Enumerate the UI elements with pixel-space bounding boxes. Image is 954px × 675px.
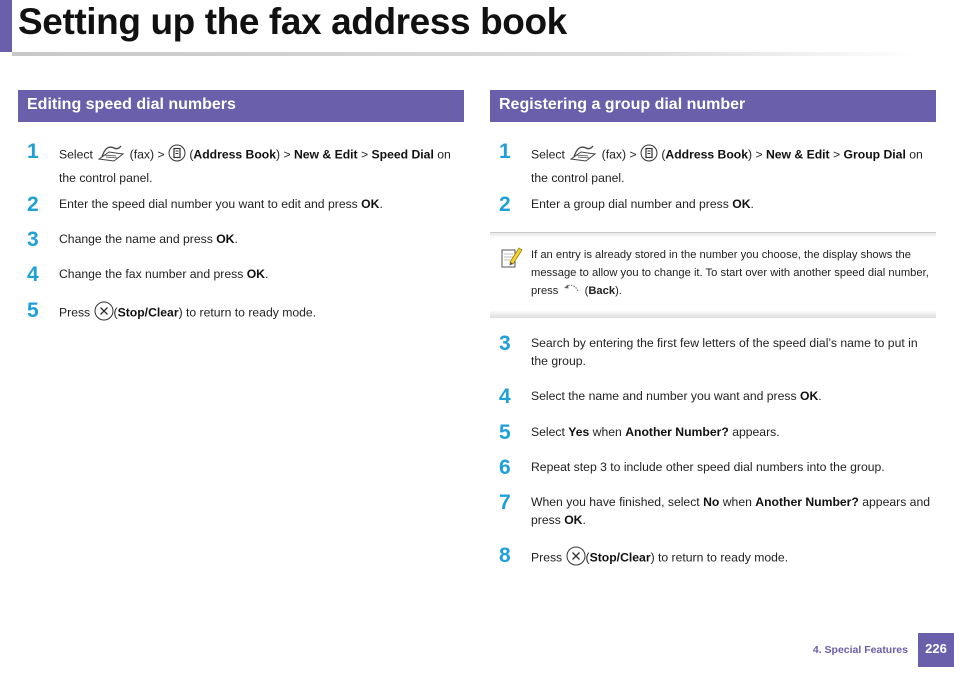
step-text-part: .	[818, 389, 822, 403]
step-text-part: (fax) >	[129, 147, 165, 162]
step-text	[59, 265, 464, 283]
step-text: Search by entering the first few letters of the speed dial’s name to put in the group.	[531, 336, 918, 368]
note-bottom-band	[490, 310, 936, 318]
key-ok: OK	[246, 267, 265, 281]
step-text-part: appears.	[732, 425, 780, 439]
step-number: 2	[27, 193, 39, 216]
title-rule	[12, 52, 917, 56]
step-text-part: >	[361, 147, 369, 162]
key-stop-clear: Stop/Clear	[117, 305, 179, 320]
step-text	[531, 142, 936, 187]
step-text-part: Change the fax number and press	[59, 267, 244, 281]
step-text-part: on the control panel.	[59, 147, 451, 185]
step-text-part: ) to return to ready mode.	[178, 305, 317, 320]
menu-address-book: Address Book	[193, 147, 277, 162]
step-text-part: Enter a group dial number and press	[531, 197, 729, 211]
step-text-part: (	[661, 147, 666, 162]
step-text-part: Enter the speed dial number you want to edit and press	[59, 197, 358, 211]
step-text-part: Select	[531, 425, 565, 439]
step-text	[59, 301, 464, 326]
step-text-part: (	[585, 550, 590, 565]
step-text-part: .	[379, 197, 383, 211]
step-number: 6	[499, 456, 511, 479]
title-accent-bar	[0, 0, 12, 52]
step-text-part: ) >	[748, 147, 763, 162]
fax-icon	[568, 142, 598, 169]
step-text-part: ) >	[276, 147, 291, 162]
step-text-part: .	[264, 267, 269, 281]
step-number: 7	[499, 491, 511, 514]
step-text-part: (fax) >	[601, 147, 637, 162]
menu-speed-dial: Speed Dial	[371, 147, 434, 162]
step-text	[531, 387, 936, 405]
step-text-part: (	[113, 305, 118, 320]
step-number: 1	[27, 140, 39, 163]
step-number: 1	[499, 140, 511, 163]
section-header-editing: Editing speed dial numbers	[18, 90, 464, 122]
address-book-icon	[640, 144, 658, 167]
key-ok: OK	[564, 513, 583, 527]
prompt-another-number: Another Number?	[625, 425, 729, 439]
back-icon	[561, 282, 581, 300]
footer-chapter: 4. Special Features	[812, 644, 908, 656]
key-ok: OK	[732, 197, 751, 211]
step-number: 2	[499, 193, 511, 216]
step-text	[531, 493, 936, 529]
step-text	[59, 142, 464, 187]
step-text	[531, 195, 936, 213]
step-number: 3	[499, 332, 511, 355]
step-text	[531, 546, 936, 571]
step-text-part: when	[592, 425, 622, 439]
section-header-registering: Registering a group dial number	[490, 90, 936, 122]
step-text-part: Change the name and press	[59, 232, 213, 246]
key-ok: OK	[799, 389, 819, 403]
prompt-another-number: Another Number?	[755, 495, 859, 509]
page-title: Setting up the fax address book	[18, 1, 567, 42]
menu-address-book: Address Book	[665, 147, 749, 162]
step-text	[531, 423, 936, 441]
step-text-part: >	[833, 147, 841, 162]
step-text-part: .	[750, 197, 754, 211]
page-number: 226	[918, 633, 954, 667]
option-no: No	[703, 495, 720, 509]
stop-clear-icon	[566, 546, 586, 571]
right-column	[490, 90, 936, 567]
note-box	[490, 232, 936, 318]
step-text-part: Press	[59, 305, 91, 320]
step-number: 5	[499, 421, 511, 444]
option-yes: Yes	[568, 425, 590, 439]
key-ok: OK	[216, 232, 235, 246]
step-text-part: Press	[531, 550, 563, 565]
step-text-part: Select the name and number you want and press	[531, 389, 797, 403]
step-text-part: Select	[531, 147, 565, 162]
step-text-part: .	[234, 232, 238, 246]
step-text: Repeat step 3 to include other speed dial numbers into the group.	[531, 460, 885, 474]
step-text	[59, 230, 464, 248]
menu-group-dial: Group Dial	[843, 147, 906, 162]
menu-new-edit: New & Edit	[293, 147, 358, 162]
step-text-part: (	[189, 147, 194, 162]
key-stop-clear: Stop/Clear	[589, 550, 651, 565]
step-number: 5	[27, 299, 39, 322]
menu-new-edit: New & Edit	[765, 147, 830, 162]
step-text	[59, 195, 464, 213]
step-number: 4	[27, 263, 39, 286]
step-text-part: on the control panel.	[531, 147, 923, 185]
address-book-icon	[168, 144, 186, 167]
key-ok: OK	[361, 197, 380, 211]
step-text-part: ) to return to ready mode.	[650, 550, 789, 565]
step-number: 3	[27, 228, 39, 251]
note-text-part: (	[584, 285, 589, 297]
key-back: Back	[588, 285, 616, 297]
note-text-part: ).	[615, 285, 622, 297]
step-text-part: when	[722, 495, 752, 509]
step-number: 4	[499, 385, 511, 408]
stop-clear-icon	[94, 301, 114, 326]
step-text-part: Select	[59, 147, 93, 162]
step-text-part: .	[582, 513, 586, 527]
step-text-part: When you have finished, select	[531, 495, 700, 509]
note-pencil-icon	[499, 246, 523, 275]
note-text-part: If an entry is already stored in the number you choose, the display shows the message to allow you to change it. To start over with another speed dial number, press	[531, 249, 929, 297]
note-top-band	[490, 233, 936, 238]
note-text	[531, 246, 936, 300]
step-number: 8	[499, 544, 511, 567]
left-column	[18, 90, 464, 322]
step-text-part: appears and press	[531, 495, 931, 527]
fax-icon	[96, 142, 126, 169]
